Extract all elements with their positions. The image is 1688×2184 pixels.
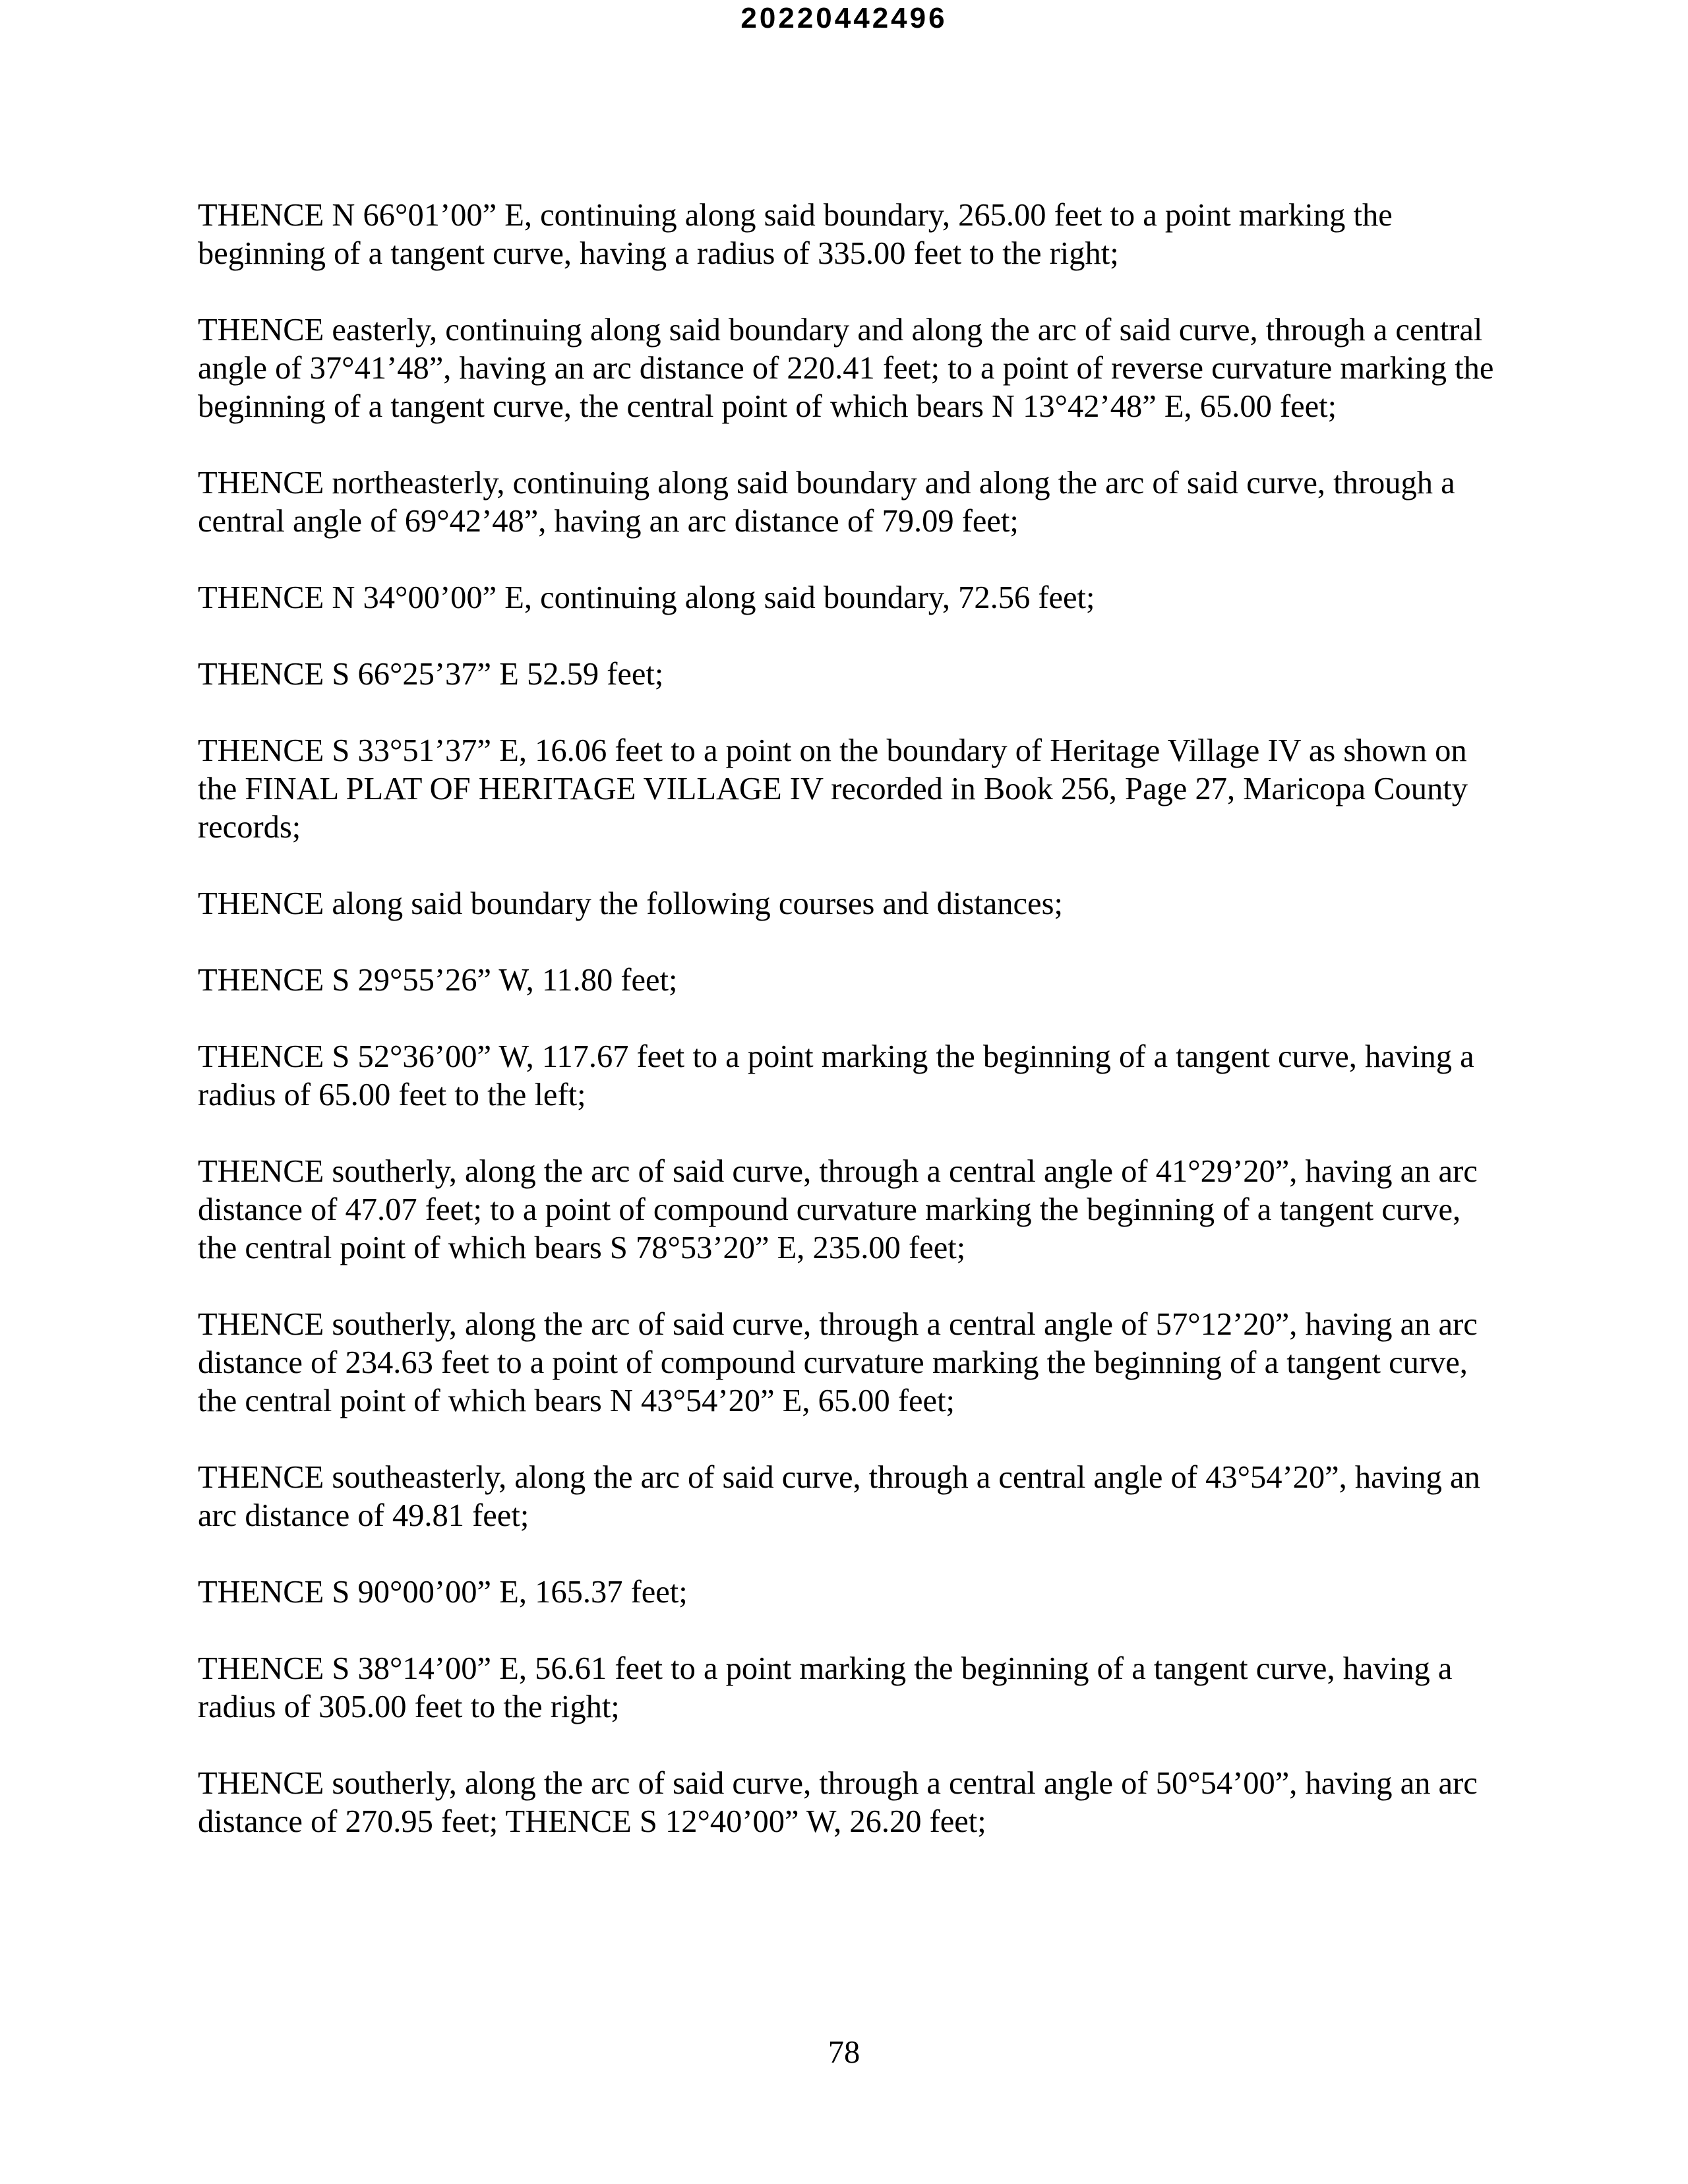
paragraph-15: THENCE southerly, along the arc of said curve, through a central angle of 50°54’00”, having an arc distance of 270.95 feet; THENCE S 12°40’00” W, 26.20 feet; [198, 1766, 1478, 1839]
paragraph-14: THENCE S 38°14’00” E, 56.61 feet to a point marking the beginning of a tangent curve, having a radius of 305.00 feet to the right; [198, 1651, 1453, 1724]
paragraph-4: THENCE N 34°00’00” E, continuing along said boundary, 72.56 feet; [198, 580, 1095, 615]
paragraph-1: THENCE N 66°01’00” E, continuing along said boundary, 265.00 feet to a point marking the beginning of a tangent curve, having a radius of 335.00 feet to the right; [198, 198, 1393, 271]
paragraph-3: THENCE northeasterly, continuing along said boundary and along the arc of said curve, through a central angle of 69°42’48”, having an arc distance of 79.09 feet; [198, 466, 1455, 539]
paragraph-6: THENCE S 33°51’37” E, 16.06 feet to a point on the boundary of Heritage Village IV as shown on the FINAL PLAT OF HERITAGE VILLAGE IV recorded in Book 256, Page 27, Maricopa County records; [198, 733, 1468, 845]
page-number: 78 [828, 2035, 860, 2070]
paragraph-2: THENCE easterly, continuing along said boundary and along the arc of said curve, through a central angle of 37°41’48”, having an arc distance of 220.41 feet; to a point of reverse curvature marking the beginning of a tangent curve, the central point of which bears N 13°42’48” E, 65.00 feet; [198, 313, 1494, 424]
paragraph-5: THENCE S 66°25’37” E 52.59 feet; [198, 657, 664, 692]
paragraph-8: THENCE S 29°55’26” W, 11.80 feet; [198, 963, 678, 998]
paragraph-10: THENCE southerly, along the arc of said curve, through a central angle of 41°29’20”, having an arc distance of 47.07 feet; to a point of compound curvature marking the beginning of a tangent curve, the central point of which bears S 78°53’20” E, 235.00 feet; [198, 1154, 1478, 1265]
paragraph-13: THENCE S 90°00’00” E, 165.37 feet; [198, 1575, 688, 1610]
paragraph-9: THENCE S 52°36’00” W, 117.67 feet to a point marking the beginning of a tangent curve, having a radius of 65.00 feet to the left; [198, 1039, 1474, 1112]
paragraph-7: THENCE along said boundary the following courses and distances; [198, 886, 1063, 921]
paragraph-12: THENCE southeasterly, along the arc of said curve, through a central angle of 43°54’20”, having an arc distance of 49.81 feet; [198, 1460, 1480, 1533]
paragraph-11: THENCE southerly, along the arc of said curve, through a central angle of 57°12’20”, having an arc distance of 234.63 feet to a point of compound curvature marking the beginning of a tangent curve, the central point of which bears N 43°54’20” E, 65.00 feet; [198, 1307, 1478, 1418]
document-number: 20220442496 [740, 2, 948, 34]
legal-description-body [198, 197, 1503, 1879]
